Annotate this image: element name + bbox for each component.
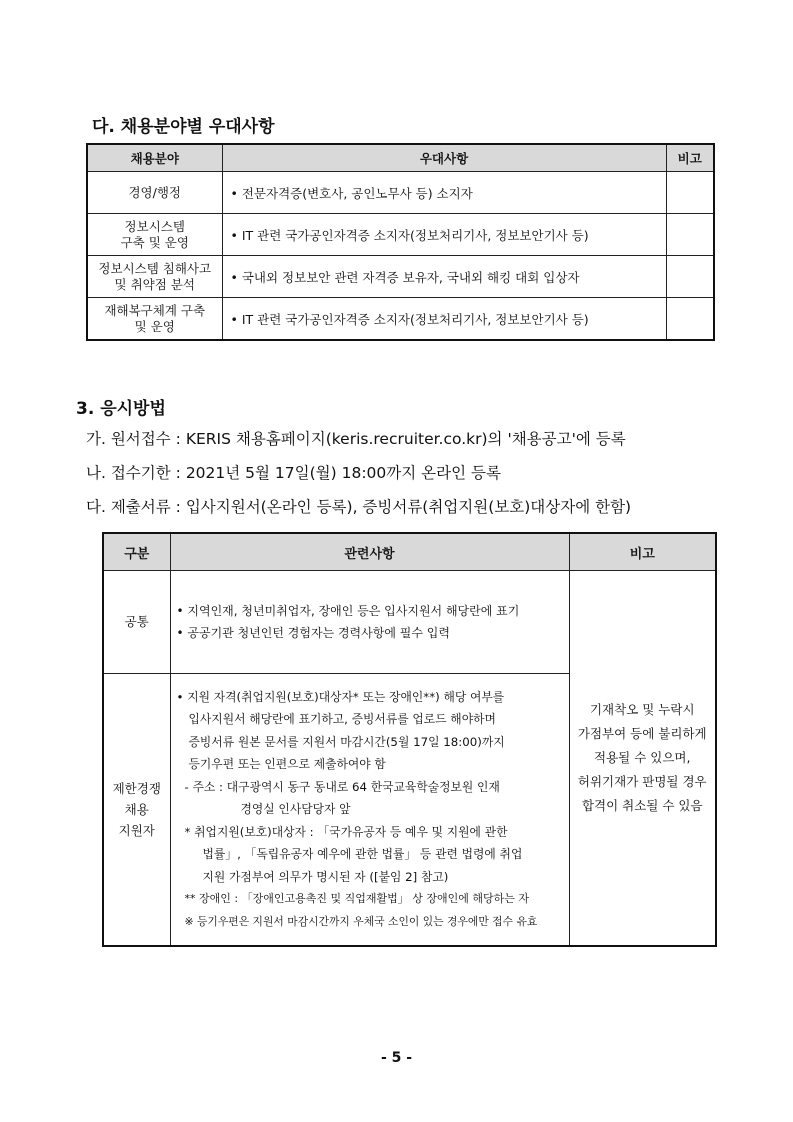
documents-table bbox=[102, 532, 717, 947]
preferences-table bbox=[86, 143, 715, 341]
preference-cell: • IT 관련 국가공인자격증 소지자(정보처리기사, 정보보안기사 등) bbox=[222, 298, 666, 341]
header-remark: 비고 bbox=[569, 533, 716, 571]
header-field: 채용분야 bbox=[87, 144, 222, 172]
details-cell bbox=[170, 571, 569, 674]
field-cell: 경영/행정 bbox=[87, 172, 222, 214]
category-cell: 공통 bbox=[103, 571, 170, 674]
application-line-na: 나. 접수기한 : 2021년 5월 17일(월) 18:00까지 온라인 등록 bbox=[86, 464, 501, 482]
field-cell: 정보시스템 구축 및 운영 bbox=[87, 214, 222, 256]
note-cell bbox=[666, 172, 714, 214]
field-cell: 정보시스템 침해사고 및 취약점 분석 bbox=[87, 256, 222, 298]
table-row bbox=[87, 298, 714, 341]
header-note: 비고 bbox=[666, 144, 714, 172]
note-cell bbox=[666, 256, 714, 298]
note-cell bbox=[666, 214, 714, 256]
note-cell bbox=[666, 298, 714, 341]
table-row bbox=[87, 214, 714, 256]
page-number: - 5 - bbox=[380, 1050, 413, 1066]
details-cell: • 지원 자격(취업지원(보호)대상자* 또는 장애인**) 해당 여부를 입사지원서 해당란에 표기하고, 증빙서류를 업로드 해야하며 증빙서류 원본 문서를 지원서 마감시간(5월 17일 18:00)까지 등기우편 또는 인편으로 제출하여야 함 - 주소 : 대구광역시 동구 동내로 64 한국교육학술정보원 인재 경영실 인사담당자 앞 * 취업지원(보호)대상자 : 「국가유공자 등 예우 및 지원에 관한 법률」, 「독립유공자 예우에 관한 법률」 등 관련 법령에 취업 지원 가점부여 의무가 명시된 자 ([붙임 2] 참고) ** 장애인 : 「장애인고용촉진 및 직업재활법」 상 장애인에 해당하는 자 ※ 등기우편은 지원서 마감시간까지 우체국 소인이 있는 경우에만 접수 유효 bbox=[170, 674, 569, 946]
header-details: 관련사항 bbox=[170, 533, 569, 571]
table-header-row bbox=[87, 144, 714, 172]
application-line-ga: 가. 원서접수 : KERIS 채용홈페이지(keris.recruiter.co.kr)의 '채용공고'에 등록 bbox=[86, 430, 626, 448]
list-item: • 공공기관 청년인턴 경험자는 경력사항에 필수 입력 bbox=[176, 626, 450, 640]
table-row bbox=[103, 571, 716, 674]
section-title-preferences: 다. 채용분야별 우대사항 bbox=[92, 117, 275, 137]
preference-cell: • IT 관련 국가공인자격증 소지자(정보처리기사, 정보보안기사 등) bbox=[222, 214, 666, 256]
section-title-application: 3. 응시방법 bbox=[76, 399, 166, 419]
category-cell: 제한경쟁 채용 지원자 bbox=[103, 674, 170, 946]
header-category: 구분 bbox=[103, 533, 170, 571]
table-header-row bbox=[103, 533, 716, 571]
list-item: • 지역인재, 청년미취업자, 장애인 등은 입사지원서 해당란에 표기 bbox=[176, 604, 520, 618]
table-row bbox=[87, 256, 714, 298]
header-preference: 우대사항 bbox=[222, 144, 666, 172]
application-line-da: 다. 제출서류 : 입사지원서(온라인 등록), 증빙서류(취업지원(보호)대상자에 한함) bbox=[86, 498, 632, 516]
field-cell: 재해복구체계 구축 및 운영 bbox=[87, 298, 222, 341]
preference-cell: • 전문자격증(변호사, 공인노무사 등) 소지자 bbox=[222, 172, 666, 214]
remark-cell: 기재착오 및 누락시 가점부여 등에 불리하게 적용될 수 있으며, 허위기재가 판명될 경우 합격이 취소될 수 있음 bbox=[569, 571, 716, 946]
preference-cell: • 국내외 정보보안 관련 자격증 보유자, 국내외 해킹 대회 입상자 bbox=[222, 256, 666, 298]
table-row bbox=[87, 172, 714, 214]
